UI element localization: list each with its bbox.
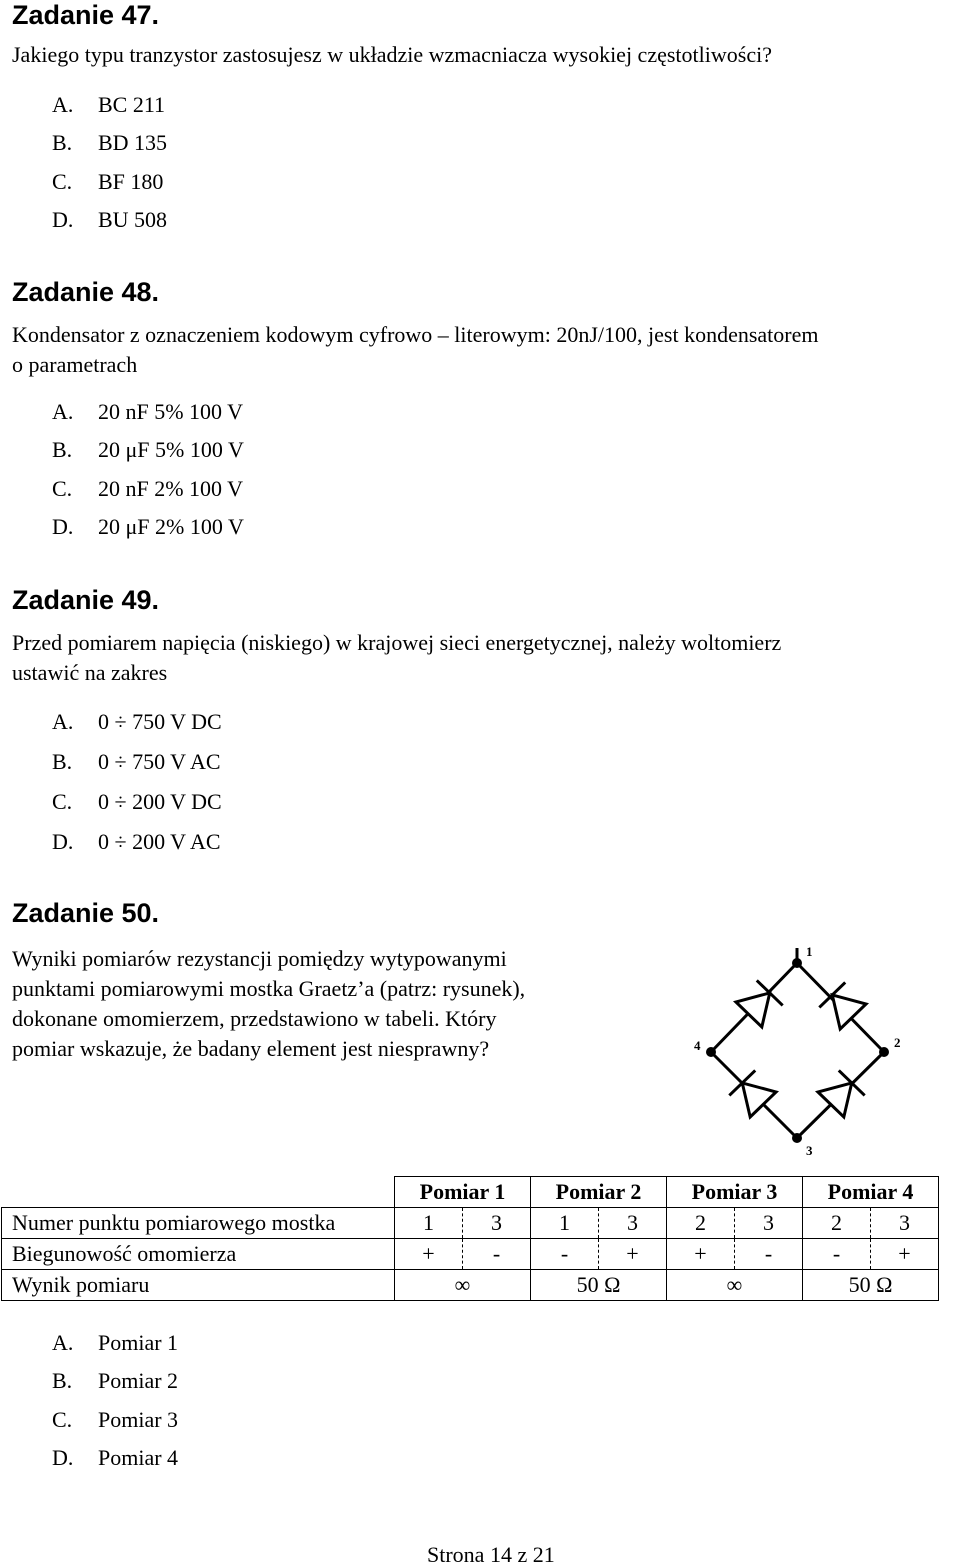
table-cell: + (667, 1239, 735, 1270)
table-cell: 2 (803, 1208, 871, 1239)
option-text: 0 ÷ 200 V AC (98, 829, 221, 854)
table-header-cell: Pomiar 1 (395, 1177, 531, 1208)
option-letter: A. (52, 92, 74, 117)
row-label: Biegunowość omomierza (2, 1239, 395, 1270)
label-4: 4 (694, 1038, 701, 1053)
option-text: 20 μF 2% 100 V (98, 514, 244, 539)
option-letter: C. (52, 789, 73, 814)
label-2: 2 (894, 1035, 901, 1050)
table-cell: - (803, 1239, 871, 1270)
task-48-title: Zadanie 48. (12, 277, 160, 307)
task-47-question: Jakiego typu tranzystor zastosujesz w układzie wzmacniacza wysokiej częstotliwości? (12, 42, 772, 67)
option-text: Pomiar 4 (98, 1445, 179, 1470)
graetz-bridge-diagram (680, 935, 920, 1165)
task-50-question-line3: dokonane omomierzem, przedstawiono w tabeli. Który (12, 1006, 497, 1031)
table-cell: 3 (735, 1208, 803, 1239)
diode-top-right (819, 982, 866, 1029)
task-49-question-line1: Przed pomiarem napięcia (niskiego) w krajowej sieci energetycznej, należy woltomierz (12, 630, 782, 655)
option-letter: A. (52, 1330, 74, 1355)
label-3: 3 (806, 1143, 813, 1158)
node-1 (792, 958, 802, 968)
option-letter: A. (52, 709, 74, 734)
option-text: BU 508 (98, 207, 168, 232)
row-label: Numer punktu pomiarowego mostka (2, 1208, 395, 1239)
table-corner (2, 1177, 395, 1208)
page-footer: Strona 14 z 21 (427, 1542, 555, 1567)
table-row (2, 1239, 939, 1270)
option-text: Pomiar 3 (98, 1407, 179, 1432)
table-row (2, 1208, 939, 1239)
option-letter: C. (52, 1407, 73, 1432)
table-cell: 3 (463, 1208, 531, 1239)
option-letter: B. (52, 749, 73, 774)
option-text: 0 ÷ 750 V DC (98, 709, 222, 734)
table-header-cell: Pomiar 3 (667, 1177, 803, 1208)
measurement-table (1, 1176, 939, 1301)
task-50-question-line4: pomiar wskazuje, że badany element jest niesprawny? (12, 1036, 490, 1061)
table-row (2, 1270, 939, 1301)
table-cell: ∞ (395, 1270, 531, 1301)
task-49-question-line2: ustawić na zakres (12, 660, 168, 685)
option-text: 0 ÷ 200 V DC (98, 789, 222, 814)
option-text: Pomiar 1 (98, 1330, 179, 1355)
table-cell: - (735, 1239, 803, 1270)
task-47-title: Zadanie 47. (12, 0, 160, 30)
table-header-row (2, 1177, 939, 1208)
table-cell: 50 Ω (803, 1270, 939, 1301)
table-cell: 2 (667, 1208, 735, 1239)
table-header-cell: Pomiar 4 (803, 1177, 939, 1208)
option-letter: B. (52, 437, 73, 462)
option-text: BF 180 (98, 169, 164, 194)
option-letter: B. (52, 1368, 73, 1393)
option-text: 20 nF 2% 100 V (98, 476, 244, 501)
task-49-title: Zadanie 49. (12, 585, 160, 615)
task-50-question-line2: punktami pomiarowymi mostka Graetz’a (patrz: rysunek), (12, 976, 526, 1001)
option-letter: C. (52, 476, 73, 501)
node-3 (792, 1133, 802, 1143)
option-letter: D. (52, 1445, 74, 1470)
option-letter: D. (52, 829, 74, 854)
task-50-title: Zadanie 50. (12, 898, 160, 928)
label-1: 1 (806, 944, 813, 959)
node-2 (879, 1047, 889, 1057)
table-cell: 3 (871, 1208, 939, 1239)
option-letter: A. (52, 399, 74, 424)
node-4 (706, 1047, 716, 1057)
table-cell: 50 Ω (531, 1270, 667, 1301)
option-text: Pomiar 2 (98, 1368, 179, 1393)
option-text: 20 μF 5% 100 V (98, 437, 244, 462)
table-cell: - (531, 1239, 599, 1270)
option-text: 0 ÷ 750 V AC (98, 749, 221, 774)
option-letter: C. (52, 169, 73, 194)
table-cell: + (871, 1239, 939, 1270)
table-cell: + (395, 1239, 463, 1270)
table-cell: 1 (531, 1208, 599, 1239)
table-cell: - (463, 1239, 531, 1270)
option-text: BC 211 (98, 92, 166, 117)
table-cell: ∞ (667, 1270, 803, 1301)
option-letter: D. (52, 207, 74, 232)
task-50-question-line1: Wyniki pomiarów rezystancji pomiędzy wytypowanymi (12, 946, 507, 971)
table-cell: 1 (395, 1208, 463, 1239)
task-48-question-line2: o parametrach (12, 352, 138, 377)
table-header-cell: Pomiar 2 (531, 1177, 667, 1208)
row-label: Wynik pomiaru (2, 1270, 395, 1301)
table-cell: 3 (599, 1208, 667, 1239)
table-cell: + (599, 1239, 667, 1270)
option-letter: D. (52, 514, 74, 539)
option-text: 20 nF 5% 100 V (98, 399, 244, 424)
task-48-question-line1: Kondensator z oznaczeniem kodowym cyfrowo – literowym: 20nJ/100, jest kondensatorem (12, 322, 819, 347)
option-text: BD 135 (98, 130, 168, 155)
option-letter: B. (52, 130, 73, 155)
